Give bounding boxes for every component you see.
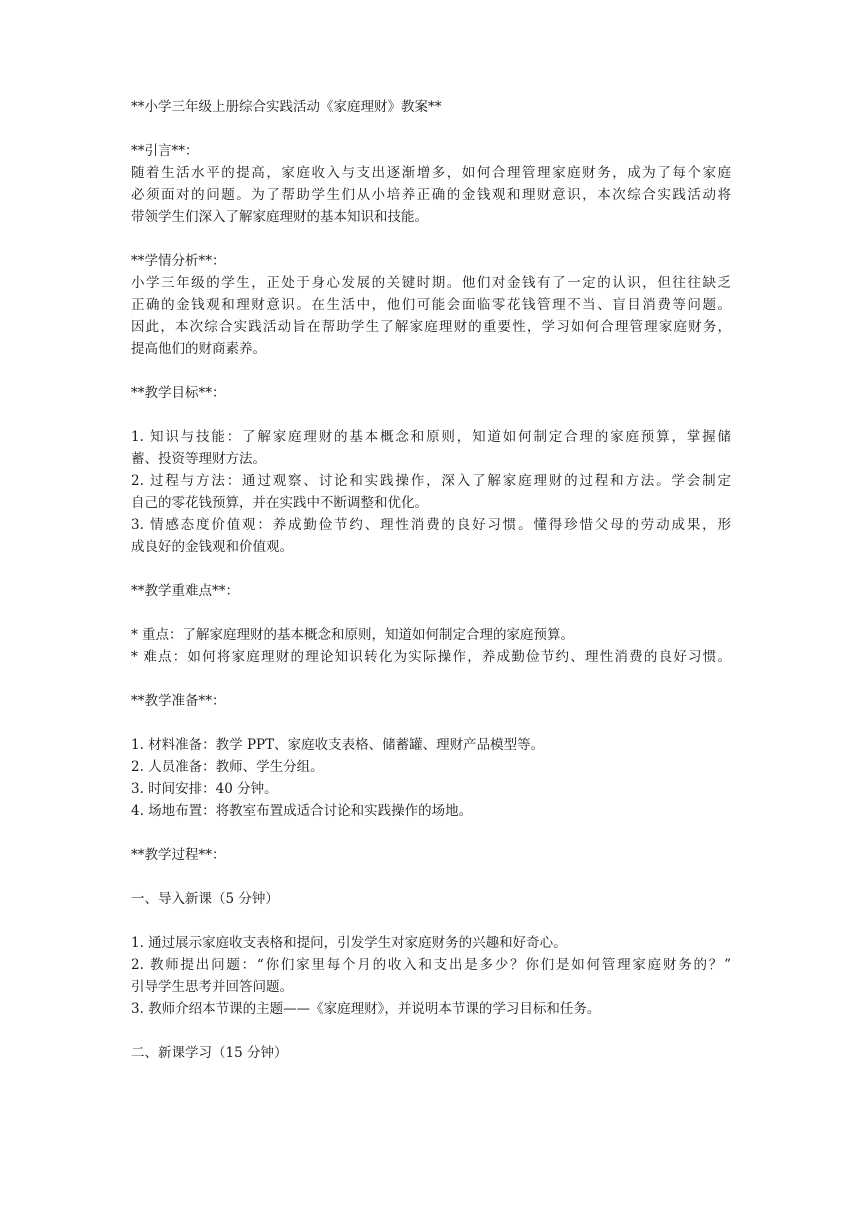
intro-line: 带领学生们深入了解家庭理财的基本知识和技能。 (131, 209, 428, 225)
section-heading: 一、导入新课（5 分钟） (131, 891, 279, 907)
keypoints-line: * 重点：了解家庭理财的基本概念和原则，知道如何制定合理的家庭预算。 (131, 627, 575, 643)
prep-line: 4. 场地布置：将教室布置成适合讨论和实践操作的场地。 (131, 803, 473, 819)
goals-heading: **教学目标**： (131, 385, 226, 401)
analysis-heading: **学情分析**： (131, 253, 226, 269)
prep-line: 2. 人员准备：教师、学生分组。 (131, 759, 324, 775)
spacer (131, 866, 731, 888)
prep-heading: **教学准备**： (131, 693, 226, 709)
spacer (131, 118, 731, 140)
analysis-line: 小学三年级的学生，正处于身心发展的关键时期。他们对金钱有了一定的认识，但往往缺乏 (131, 275, 731, 291)
prep-line: 1. 材料准备：教学 PPT、家庭收支表格、储蓄罐、理财产品模型等。 (131, 737, 545, 753)
spacer (131, 558, 731, 580)
process-line: 2. 教师提出问题：“你们家里每个月的收入和支出是多少？你们是如何管理家庭财务的？” (131, 957, 731, 973)
intro-heading: **引言**： (131, 143, 199, 159)
goals-line: 蓄、投资等理财方法。 (131, 451, 266, 467)
goals-line: 1. 知识与技能：了解家庭理财的基本概念和原则，知道如何制定合理的家庭预算，掌握储 (131, 429, 731, 445)
spacer (131, 668, 731, 690)
process-line: 3. 教师介绍本节课的主题——《家庭理财》，并说明本节课的学习目标和任务。 (131, 1001, 601, 1017)
analysis-line: 因此，本次综合实践活动旨在帮助学生了解家庭理财的重要性，学习如何合理管理家庭财务， (131, 319, 731, 335)
process-line: 1. 通过展示家庭收支表格和提问，引发学生对家庭财务的兴趣和好奇心。 (131, 935, 567, 951)
spacer (131, 228, 731, 250)
keypoints-line: * 难点：如何将家庭理财的理论知识转化为实际操作，养成勤俭节约、理性消费的良好习惯。 (131, 649, 731, 665)
goals-line: 3. 情感态度价值观：养成勤俭节约、理性消费的良好习惯。懂得珍惜父母的劳动成果，形 (131, 517, 731, 533)
spacer (131, 360, 731, 382)
section-heading: 二、新课学习（15 分钟） (131, 1045, 288, 1061)
spacer (131, 404, 731, 426)
goals-line: 自己的零花钱预算，并在实践中不断调整和优化。 (131, 495, 428, 511)
analysis-line: 提高他们的财商素养。 (131, 341, 266, 357)
analysis-line: 正确的金钱观和理财意识。在生活中，他们可能会面临零花钱管理不当、盲目消费等问题。 (131, 297, 731, 313)
prep-line: 3. 时间安排：40 分钟。 (131, 781, 278, 797)
process-heading: **教学过程**： (131, 847, 226, 863)
spacer (131, 910, 731, 932)
spacer (131, 822, 731, 844)
spacer (131, 1020, 731, 1042)
intro-line: 必须面对的问题。为了帮助学生们从小培养正确的金钱观和理财意识，本次综合实践活动将 (131, 187, 731, 203)
document-page (131, 96, 731, 1064)
document-title: **小学三年级上册综合实践活动《家庭理财》教案** (131, 99, 442, 115)
goals-line: 成良好的金钱观和价值观。 (131, 539, 293, 555)
goals-line: 2. 过程与方法：通过观察、讨论和实践操作，深入了解家庭理财的过程和方法。学会制定 (131, 473, 731, 489)
keypoints-heading: **教学重难点**： (131, 583, 239, 599)
spacer (131, 602, 731, 624)
spacer (131, 712, 731, 734)
process-line: 引导学生思考并回答问题。 (131, 979, 293, 995)
intro-line: 随着生活水平的提高，家庭收入与支出逐渐增多，如何合理管理家庭财务，成为了每个家庭 (131, 165, 731, 181)
